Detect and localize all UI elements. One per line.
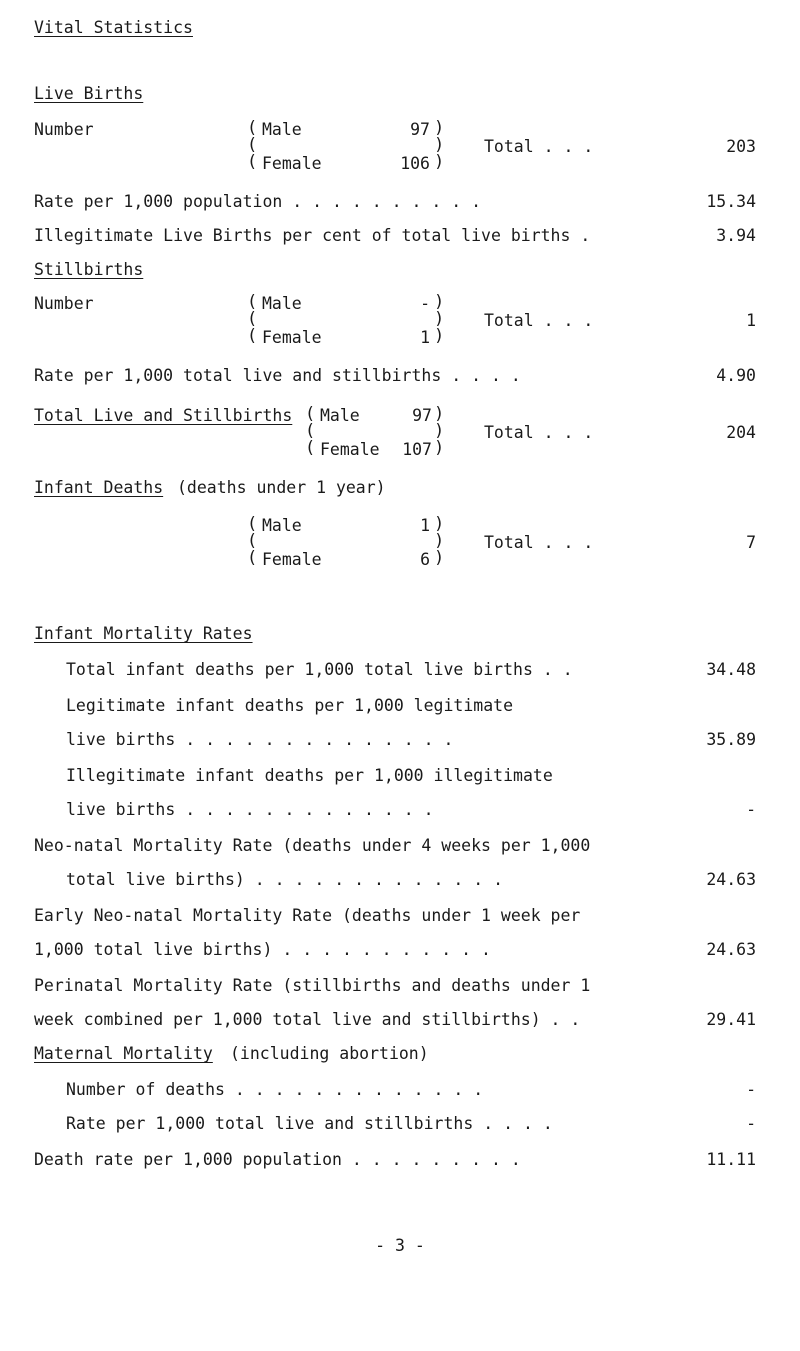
infant-mortality-row3-label-a: Illegitimate infant deaths per 1,000 illegitimate — [66, 766, 553, 785]
infant-mortality-row4-label-a: Neo-natal Mortality Rate (deaths under 4 weeks per 1,000 — [34, 836, 591, 855]
infant-mortality-row5-value: 24.63 — [706, 940, 756, 959]
brace-close: ) ) ) — [434, 118, 445, 172]
brace-open: ( ( ( — [305, 404, 316, 458]
infant-mortality-row4-label-b: total live births) . . . . . . . . . . . . . — [66, 870, 504, 889]
stillbirths-male-label: Male — [262, 294, 302, 313]
page-heading: Vital Statistics — [34, 18, 193, 37]
maternal-mortality-subtitle: (including abortion) — [230, 1044, 429, 1063]
brace-open: ( ( ( — [247, 514, 258, 568]
infant-deaths-female-value: 6 — [420, 550, 430, 569]
brace-close: ) ) ) — [434, 514, 445, 568]
infant-mortality-row3-value: - — [746, 800, 756, 819]
maternal-row1-value: - — [746, 1080, 756, 1099]
brace-close: ) ) ) — [434, 404, 445, 458]
maternal-row2-value: - — [746, 1114, 756, 1133]
live-births-total-label: Total . . . — [484, 137, 594, 156]
infant-deaths-female-label: Female — [262, 550, 322, 569]
infant-deaths-total-label: Total . . . — [484, 533, 594, 552]
infant-mortality-row2-label-a: Legitimate infant deaths per 1,000 legitimate — [66, 696, 514, 715]
brace-close: ) ) ) — [434, 292, 445, 346]
total-live-still-female-value: 107 — [402, 440, 432, 459]
stillbirths-rate-label: Rate per 1,000 total live and stillbirths . . . . — [34, 366, 521, 385]
live-births-rate-label: Rate per 1,000 population . . . . . . . . . . — [34, 192, 482, 211]
stillbirths-female-value: 1 — [420, 328, 430, 347]
infant-mortality-row4-value: 24.63 — [706, 870, 756, 889]
live-births-female-label: Female — [262, 154, 322, 173]
live-births-male-value: 97 — [410, 120, 430, 139]
stillbirths-rate-value: 4.90 — [716, 366, 756, 385]
infant-mortality-row5-label-b: 1,000 total live births) . . . . . . . . . . . — [34, 940, 491, 959]
live-births-rate-value: 15.34 — [706, 192, 756, 211]
infant-mortality-row6-label-b: week combined per 1,000 total live and stillbirths) . . — [34, 1010, 581, 1029]
stillbirths-title: Stillbirths — [34, 260, 144, 279]
infant-deaths-male-label: Male — [262, 516, 302, 535]
total-live-still-total-value: 204 — [726, 423, 756, 442]
stillbirths-total-label: Total . . . — [484, 311, 594, 330]
total-live-still-female-label: Female — [320, 440, 380, 459]
infant-mortality-row3-label-b: live births . . . . . . . . . . . . . — [66, 800, 434, 819]
live-births-total-value: 203 — [726, 137, 756, 156]
infant-mortality-row6-value: 29.41 — [706, 1010, 756, 1029]
infant-mortality-row5-label-a: Early Neo-natal Mortality Rate (deaths under 1 week per — [34, 906, 581, 925]
stillbirths-female-label: Female — [262, 328, 322, 347]
infant-mortality-row6-label-a: Perinatal Mortality Rate (stillbirths and deaths under 1 — [34, 976, 591, 995]
illegitimate-label: Illegitimate Live Births per cent of total live births . — [34, 226, 591, 245]
total-live-still-male-value: 97 — [412, 406, 432, 425]
illegitimate-value: 3.94 — [716, 226, 756, 245]
brace-open: ( ( ( — [247, 292, 258, 346]
death-rate-value: 11.11 — [706, 1150, 756, 1169]
infant-mortality-row1-value: 34.48 — [706, 660, 756, 679]
total-live-still-male-label: Male — [320, 406, 360, 425]
death-rate-label: Death rate per 1,000 population . . . . . . . . . — [34, 1150, 521, 1169]
stillbirths-total-value: 1 — [746, 311, 756, 330]
maternal-row2-label: Rate per 1,000 total live and stillbirths . . . . — [66, 1114, 553, 1133]
page-number: - 3 - — [375, 1236, 425, 1255]
infant-mortality-row2-label-b: live births . . . . . . . . . . . . . . — [66, 730, 454, 749]
infant-mortality-row1-label: Total infant deaths per 1,000 total live births . . — [66, 660, 573, 679]
total-live-still-title: Total Live and Stillbirths — [34, 406, 293, 425]
stillbirths-male-value: - — [420, 294, 430, 313]
infant-deaths-subtitle: (deaths under 1 year) — [177, 478, 386, 497]
infant-mortality-row2-value: 35.89 — [706, 730, 756, 749]
brace-open: ( ( ( — [247, 118, 258, 172]
maternal-mortality-title: Maternal Mortality — [34, 1044, 213, 1063]
infant-deaths-title: Infant Deaths — [34, 478, 164, 497]
total-live-still-total-label: Total . . . — [484, 423, 594, 442]
maternal-row1-label: Number of deaths . . . . . . . . . . . . . — [66, 1080, 484, 1099]
stillbirths-number-label: Number — [34, 294, 94, 313]
live-births-title: Live Births — [34, 84, 144, 103]
live-births-female-value: 106 — [400, 154, 430, 173]
live-births-male-label: Male — [262, 120, 302, 139]
infant-mortality-title: Infant Mortality Rates — [34, 624, 253, 643]
live-births-number-label: Number — [34, 120, 94, 139]
infant-deaths-male-value: 1 — [420, 516, 430, 535]
infant-deaths-total-value: 7 — [746, 533, 756, 552]
